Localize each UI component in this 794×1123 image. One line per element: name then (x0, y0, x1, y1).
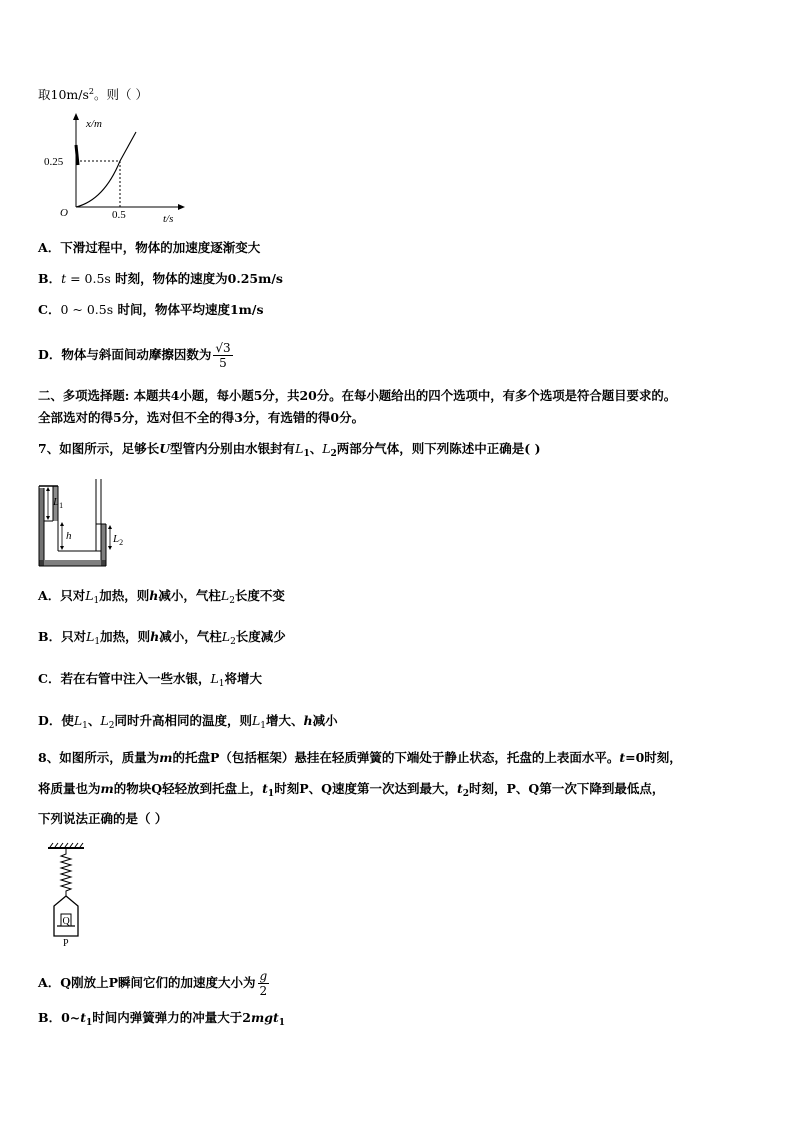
numerator: √3 (215, 341, 231, 355)
q8-stem-line3 (38, 811, 167, 827)
fraction (258, 969, 270, 998)
fig-label-L2: $L_2$ (113, 533, 124, 547)
text: C．若在右管中注入一些水银， (38, 671, 211, 686)
subscript: 1 (260, 721, 267, 731)
text: 减小，气柱 (158, 588, 221, 603)
subscript: 2 (230, 637, 236, 647)
text: h (150, 629, 160, 644)
text: 的托盘P（包括框架）悬挂在轻质弹簧的下端处于静止状态，托盘的上表面水平。 (172, 750, 620, 765)
superscript: 2 (88, 87, 94, 96)
q6-xt-graph (38, 110, 188, 228)
text: B．只对 (38, 629, 87, 644)
text: 下列说法正确的是（ ） (38, 811, 168, 826)
text: t (61, 271, 67, 286)
text: L (220, 588, 230, 603)
y-tick-label: 0.25 (44, 156, 64, 168)
text: L (221, 629, 231, 644)
ceiling-hatch (50, 843, 83, 847)
subscript: 2 (229, 596, 235, 606)
q7-option-c (38, 671, 262, 692)
text: A．只对 (38, 588, 86, 603)
text: t (619, 750, 626, 765)
text: t (262, 781, 268, 796)
text: 时间内弹簧弹力的冲量大于2 (92, 1010, 251, 1025)
text: 。则（ ） (93, 87, 148, 102)
q7-u-tube-figure (36, 476, 136, 572)
subscript: 1 (303, 449, 310, 459)
q7-option-b (38, 629, 286, 650)
text: L (322, 441, 331, 456)
text: B． (38, 271, 62, 286)
question6-tail (38, 84, 148, 103)
text: t (456, 781, 463, 796)
q8-option-a (38, 966, 269, 1000)
text: 型管内分别由水银封有 (170, 441, 296, 456)
q7-stem (38, 441, 540, 462)
x-axis-label: t/s (163, 213, 174, 225)
subscript: 1 (278, 1018, 286, 1028)
text: h (149, 588, 159, 603)
subscript: 2 (108, 721, 115, 731)
q7-option-d (38, 713, 338, 734)
subscript: 1 (218, 679, 225, 689)
fig-label-h: h (66, 530, 72, 542)
q6-option-a (38, 240, 260, 256)
text: 二、多项选择题: 本题共4小题，每小题5分，共20分。在每小题给出的四个选项中，有多个选项是符合题目要求的。 (38, 388, 677, 403)
q6-option-d (38, 340, 233, 370)
text: 时间，物体平均速度1m/s (113, 302, 264, 317)
q7-option-a (38, 588, 285, 609)
text: =0 (625, 750, 645, 765)
text: 将质量也为 (38, 781, 101, 796)
xt-curve (76, 132, 136, 207)
q8-spring-tray-figure (44, 842, 100, 950)
axis-mark (76, 145, 78, 165)
text: 时刻P、Q速度第一次达到最大， (274, 781, 457, 796)
text: L (100, 713, 109, 728)
q6-option-c (38, 302, 264, 318)
left-wall-hatch (39, 488, 44, 566)
text: 、 (309, 441, 323, 456)
text: mg (251, 1010, 273, 1025)
y-axis-arrow (73, 113, 79, 120)
y-axis-label: x/m (86, 118, 102, 130)
subscript: 2 (330, 449, 337, 459)
text: L (251, 713, 261, 728)
text: h (303, 713, 313, 728)
section2-line2 (38, 410, 364, 426)
text: 长度不变 (234, 588, 285, 603)
fig-label-L1: $L_1$ (53, 496, 64, 510)
denominator: 5 (219, 356, 227, 370)
text: 取10m/s (38, 87, 89, 102)
text: 减小 (312, 713, 338, 728)
text: 两部分气体，则下列陈述中正确是( ) (336, 441, 541, 456)
text: D．物体与斜面间动摩擦因数为 (38, 347, 212, 362)
text: L (85, 588, 94, 603)
text: 时刻， (644, 750, 682, 765)
q8-stem-line2 (38, 781, 664, 802)
q6-option-b (38, 271, 283, 287)
text: 同时升高相同的温度，则 (114, 713, 252, 728)
text: 7、如图所示，足够长 (38, 441, 160, 456)
text: U (159, 441, 171, 456)
text: D．使 (38, 713, 74, 728)
numerator: g (259, 969, 268, 983)
q8-stem-line1 (38, 750, 682, 766)
subscript: 1 (94, 637, 101, 647)
text: 0 ~ 0.5s (60, 302, 114, 317)
text: L (295, 441, 304, 456)
text: t (80, 1010, 87, 1025)
text: 加热，则 (100, 629, 151, 644)
right-wall-hatch (101, 524, 106, 566)
text: 8、如图所示，质量为 (38, 750, 160, 765)
text: 全部选对的得5分，选对但不全的得3分，有选错的得0分。 (38, 410, 365, 425)
text: 将增大 (224, 671, 263, 686)
text: 、 (87, 713, 101, 728)
x-axis-arrow (178, 204, 185, 210)
subscript: 1 (93, 596, 100, 606)
subscript: 1 (267, 789, 275, 799)
spring (61, 849, 71, 896)
text: L (210, 671, 219, 686)
text: m (100, 781, 114, 796)
text: L (73, 713, 83, 728)
text: = 0.5s (66, 271, 111, 286)
x-tick-label: 0.5 (112, 209, 126, 221)
bottom-hatch (39, 560, 106, 566)
text: L (86, 629, 95, 644)
fig-label-Q: Q (62, 916, 70, 927)
text: A．下滑过程中，物体的加速度逐渐变大 (38, 240, 261, 255)
q8-option-b (38, 1010, 285, 1031)
subscript: 2 (462, 789, 470, 799)
subscript: 1 (86, 1018, 93, 1028)
text: 增大、 (266, 713, 304, 728)
text: 时刻，物体的速度为0.25m/s (110, 271, 283, 286)
text: t (272, 1010, 279, 1025)
origin-label: O (60, 207, 68, 219)
text: 时刻，P、Q第一次下降到最低点， (469, 781, 665, 796)
text: m (159, 750, 173, 765)
denominator: 2 (259, 984, 268, 998)
text: 的物块Q轻轻放到托盘上， (113, 781, 263, 796)
text: 减小，气柱 (159, 629, 222, 644)
text: B．0~ (38, 1010, 81, 1025)
text: A．Q刚放上P瞬间它们的加速度大小为 (38, 975, 256, 990)
subscript: 1 (82, 721, 88, 731)
section2-line1 (38, 388, 676, 404)
text: C． (38, 302, 61, 317)
fig-label-P: P (63, 938, 69, 949)
text: 长度减少 (235, 629, 286, 644)
text: 加热，则 (99, 588, 150, 603)
fraction (213, 341, 232, 370)
